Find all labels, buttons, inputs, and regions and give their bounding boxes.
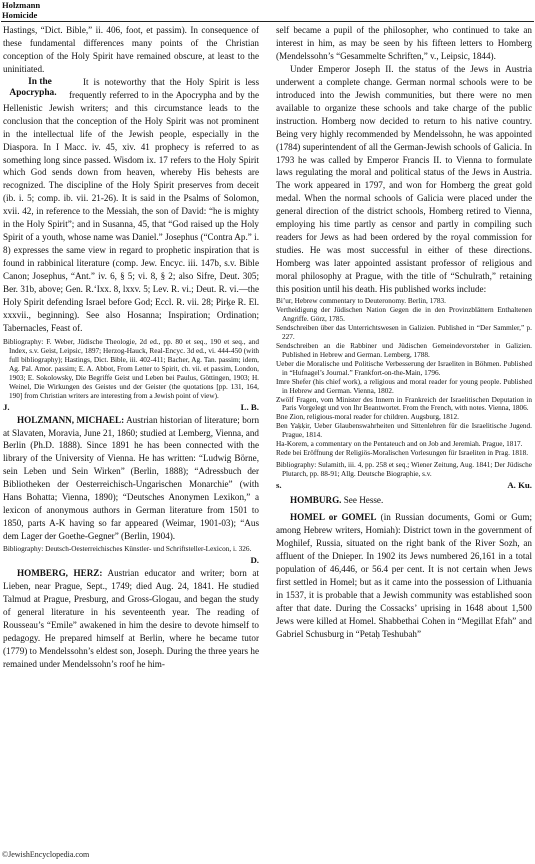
paragraph-continued: Hastings, “Dict. Bible,” ii. 406, foot, et passim). In consequence of these fundamental differences many points of the Christian conception of the Holy Spirit have remained obscure, at least to the uninitiated. xyxy=(3,25,259,74)
paragraph-apocrypha xyxy=(3,76,259,335)
paragraph-homberg-career: Under Emperor Joseph II. the status of the Jews in Austria underwent a complete change. German normal schools were to be introduced into the Jewish communities, but there were no men available to organize these schools and take charge of the public instruction. Homberg now decided to return to his native country. Being very highly recommended by Mendelssohn, he was appointed (1784) superintendent of all the German-Jewish schools of Galicia. In 1793 he was called by Emperor Francis II. to Vienna to formulate laws regulating the moral and political status of the Jews in Austria. The work appeared in 1797, and won for Homberg the great gold medal. When the normal schools of Galicia were placed under the general direction of the district schools, Homberg retired to Vienna, employing his time partly as censor and partly in compiling such readers for Jews as had been ordered by the royal commission for studies. He was most successful in either of these directions. Homberg was later appointed assistant professor of religious and moral philosophy at Prague, with the title of “Schulrath,” retaining this position until his death. His published works include: xyxy=(276,63,532,295)
bibliography-holzmann: Bibliography: Deutsch-Oesterreichisches Künstler- und Schriftsteller-Lexicon, i. 326. xyxy=(3,545,252,554)
paragraph-apocrypha-text: It is noteworthy that the Holy Spirit is less frequently referred to in the Apocrypha and by the Hellenistic Jewish writers; and this circumstance leads to the conclusion that the conception of the Holy Spirit was not prominent in the intellectual life of the Jewish people, especially in the Diaspora. In I Macc. iv. 45, xiv. 41 prophecy is referred to as something long since passed. Wisdom ix. 17 refers to the Holy Spirit which God sends down from heaven, whereby His behests are recognized. The discipline of the Holy Spirit preserves from deceit (ib. i. 5; comp. ib. vii. 21-26). It is said in the Psalms of Solomon, xvii. 42, in reference to the Messiah, the son of David: “he is mighty in the Holy Spirit”; and in Susanna, 45, that “God raised up the Holy Spirit of a youth, whose name was Daniel.” Josephus (“Contra Ap.” i. 8) expresses the same view in regard to prophetic inspiration that is found in rabbinical literature (comp. Jew. Encyc. iii. 147b, s.v. Bible Canon; Josephus, “Ant.” iv. 6, § 5; vi. 8, § 2; also Sifre, Deut. 305; Ber. 31b, above; Gen. R.‘Ixx. 8, lxxv. 5; Lev. R. vi.; Deut. R. vi.—the Holy Spirit defending Israel before God; Eccl. R. vii. 28; Pirḳe R. El. xxxvii., beginning). See also Hosanna; Inspiration; Ordination; Tabernacles, Feast of. xyxy=(3,76,259,333)
bibliography-homberg: Bibliography: Sulamith, iii. 4, pp. 258 et seq.; Wiener Zeitung, Aug. 1841; Der Jüdische Plutarch, pp. 88-91; Allg. Deutsche Biographie, s.v. xyxy=(276,461,532,479)
entry-homberg xyxy=(3,567,259,671)
bibliography-holy-spirit: Bibliography: F. Weber, Jüdische Theologie, 2d ed., pp. 80 et seq., 190 et seq., and Index, s.v. Geist, Leipsic, 1897; Herzog-Hauck, Real-Encyc. 3d ed., vi. 444-450 (with full bibliography); Hastings, Dict. Bible, iii. 402-411; Bacher, Ag. Tan. passim; idem, Ag. Pal. Amor. passim; E. A. Abbot, From Letter to Spirit, ch. vii. et passim, London, 1903; E. Sokolowsky, Die Begriffe Geist und Leben bei Paulus, Göttingen, 1903; H. Weinel, Die Wirkungen des Geistes und der Geister (the quotations [pp. 131, 164, 190] from Christian writers are interesting from a Jewish point of view). xyxy=(3,337,259,400)
entry-headword: HOLZMANN, MICHAEL: xyxy=(17,414,125,425)
signature-initial: s. xyxy=(276,480,282,491)
signature-line xyxy=(276,479,532,492)
works-list-item: Bi’ur, Hebrew commentary to Deuteronomy. Berlin, 1783. xyxy=(276,297,446,306)
entry-text: Austrian educator and writer; born at Lieben, near Prague, Sept., 1749; died Aug. 24, 1841. He studied Talmud at Prague, Presburg, and Gross-Glogau, and began the study of general literature in his seventeenth year. The reading of Rousseau’s “Emile” awakened in him the desire to devote himself to pedagogy. He prepared himself at Berlin, where he became tutor (1779) to Mendelssohn’s eldest son, Joseph. During the three years he remained under Mendelssohn’s roof he him- xyxy=(3,568,259,669)
entry-homel xyxy=(276,511,532,641)
works-list-item: Sendschreiben über das Unterrichtswesen in Galizien. Published in “Der Sammler,” p. 227. xyxy=(276,323,532,341)
side-note: In the Apocrypha. xyxy=(9,76,57,99)
works-list-item: Imre Shefer (his chief work), a religious and moral reader for young people. Published in Hebrew and German. Vienna, 1802. xyxy=(276,377,532,395)
signature-line xyxy=(3,401,259,414)
entry-homburg xyxy=(276,494,532,507)
works-list-item: Ueber die Moralische und Politische Verbesserung der Israeliten in Böhmen. Published in “Hufnagel’s Journal.” Frankfort-on-the-Main, 1796. xyxy=(276,359,532,377)
entry-holzmann xyxy=(3,414,259,544)
works-list-item: Bne Zion, religious-moral reader for children. Augsburg, 1812. xyxy=(276,413,459,422)
entry-headword: HOMBERG, HERZ: xyxy=(17,568,103,579)
works-list-item: Ben Yaḳḳir, Ueber Glaubenswahrheiten und Sittenlehren für die Israelitische Jugend. Prague, 1814. xyxy=(276,422,532,440)
paragraph-continued: self became a pupil of the philosopher, who continued to take an interest in him, as may be seen by his fifteen letters to Homberg (Mendelssohn’s “Gesammelte Schriften,” v., Leipsic, 1844). xyxy=(276,25,532,61)
signature-author: L. B. xyxy=(240,401,259,412)
entry-text: (in Russian documents, Gomi or Gum; among Hebrew writers, Homiah): District town in the government of Moghilef, Russia, situated on the right bank of the River Sozh, an affluent of the Dnieper. In 1902 its Jews numbered 26,161 in a total population of 46,446, or 56.4 per cent. It is not certain when Jews first settled in Homel; but as it came into the possession of Lithuania in 1537, it is probable that a Jewish community was established soon after that date. During the Cossacks’ uprising in 1648 about 1,500 Jews were killed at Homel. Shabbethai Cohen in “Megillat Efah” and Gabriel Schusburg in “Petaḥ Teshubah” xyxy=(276,512,532,639)
works-list-item: Sendschreiben an die Rabbiner und Jüdischen Gemeindevorsteher in Galizien. Published in Hebrew and German. Lemberg, 1788. xyxy=(276,341,532,359)
header-guide-words xyxy=(2,1,40,20)
signature-author: A. Ku. xyxy=(507,480,532,491)
works-list-item: Vertheidigung der Jüdischen Nation Gegen die in den Provinzblättern Enthaltenen Angriffe. Görz, 1785. xyxy=(276,305,532,323)
page-header xyxy=(0,0,535,22)
entry-text: Austrian historian of literature; born at Slavaten, Moravia, June 21, 1860; studied at Lemberg, Vienna, and Berlin (Ph.D. 1888). Since 1891 he has been connected with the library of the University of Vienna. He has written: “Ludwig Börne, sein Leben und Sein Wirken” (Berlin, 1888); “Adressbuch der Bibliotheken der Oesterreichisch-Ungarischen Monarchie” (with Hans Bohatta; Vienna, 1890); “Deutsches Anonymen Lexikon,” a lexicon of anonymous authors in German literature from 1501 to 1850, parts A-K having so far appeared (Weimar, 1901-03); “Aus dem Lager der Goethe-Gegner” (Berlin, 1904). xyxy=(3,414,260,542)
signature-line xyxy=(3,554,259,567)
header-guide-last: Homicide xyxy=(2,9,38,20)
site-credit: ©JewishEncyclopedia.com xyxy=(2,850,90,859)
signature-initial: J. xyxy=(3,401,10,412)
signature-author: D. xyxy=(250,555,259,566)
header-guide-first: Holzmann xyxy=(2,0,41,10)
works-list-item: Rede bei Eröffnung der Religiös-Moralischen Vorlesungen für Israeliten in Prag. 1818. xyxy=(276,449,529,458)
left-column xyxy=(3,24,259,671)
entry-headword: HOMEL or GOMEL xyxy=(290,512,377,523)
works-list xyxy=(276,297,532,458)
entry-text: See Hesse. xyxy=(341,495,384,506)
works-list-item: Zwölf Fragen, vom Minister des Innern in Frankreich der Israelitischen Deputation in Paris Vorgelegt und von Ihr Beantwortet. From the French, with notes. Vienna, 1806. xyxy=(276,395,532,413)
right-column xyxy=(276,24,532,641)
entry-headword: HOMBURG. xyxy=(290,495,342,506)
header-rule xyxy=(1,21,534,22)
works-list-item: Ha-Korem, a commentary on the Pentateuch and on Job and Jeremiah. Prague, 1817. xyxy=(276,440,523,449)
